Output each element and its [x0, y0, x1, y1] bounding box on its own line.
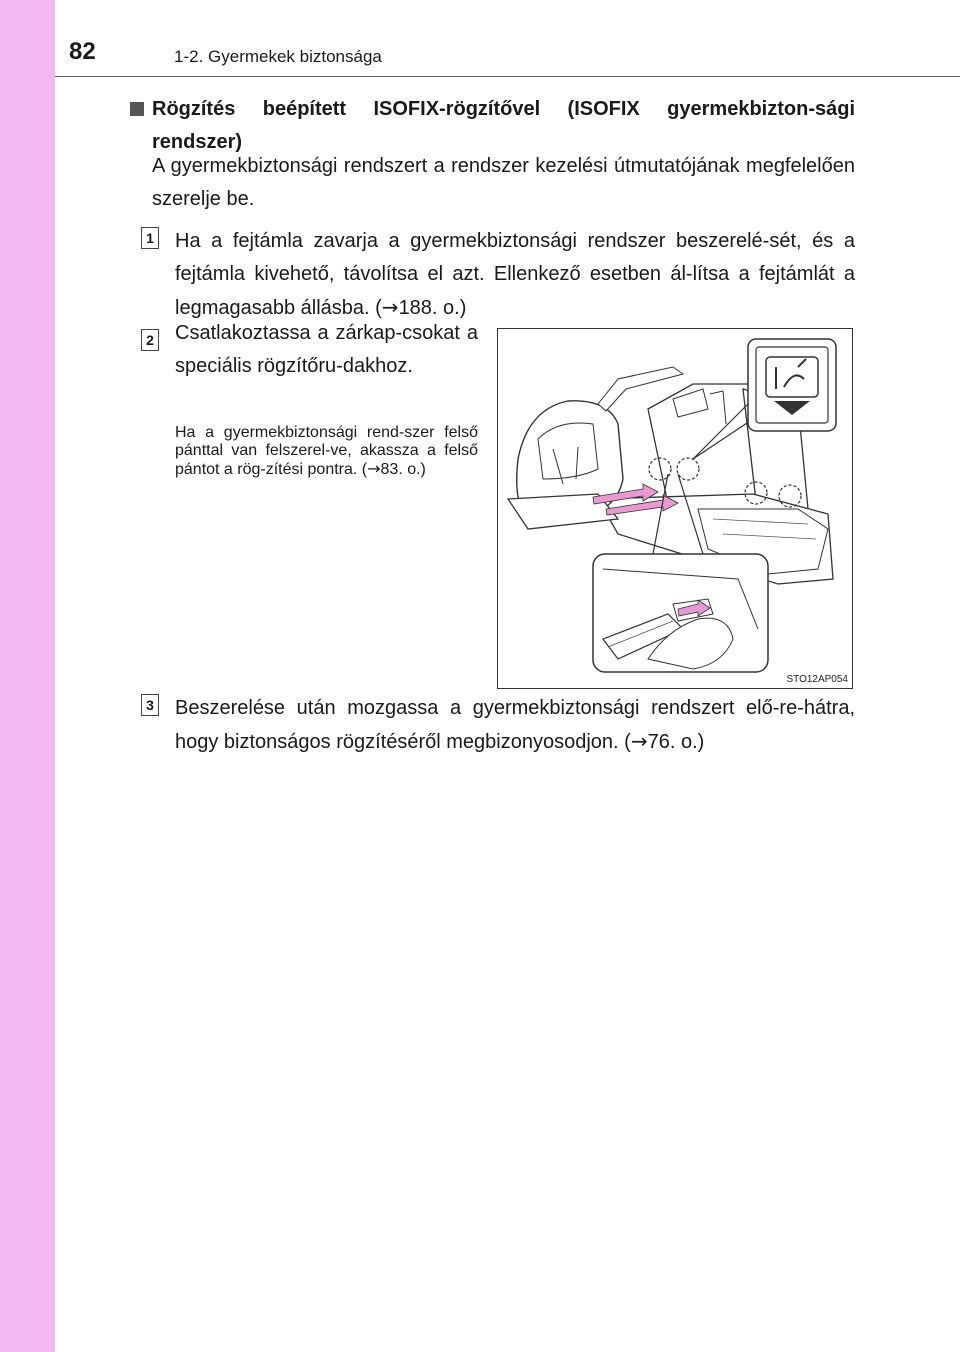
intro-paragraph: A gyermekbiztonsági rendszert a rendszer kezelési útmutatójának megfelelően szerelje be.	[152, 155, 855, 210]
step-2-text: Csatlakoztassa a zárkap-csokat a speciális rögzítőru-dakhoz.	[175, 322, 478, 377]
header-divider	[55, 76, 960, 77]
step-2-note	[175, 424, 478, 479]
side-tab	[0, 0, 55, 1352]
step-3-text-main: Beszerelése után mozgassa a gyermekbiztonsági rendszert elő-re-hátra, hogy biztonságos rögzítéséről megbizonyosodjon. (	[175, 697, 855, 753]
step-number-badge: 1	[141, 227, 159, 249]
car-seat-illustration	[498, 329, 852, 688]
chapter-title: 1-2. Gyermekek biztonsága	[174, 47, 382, 66]
step-number-badge: 3	[141, 694, 159, 716]
arrow-right-icon: →	[367, 459, 381, 478]
page-number: 82	[69, 38, 96, 65]
step-1-text	[175, 225, 855, 325]
step-3-text	[175, 692, 855, 759]
step-1-text-main: Ha a fejtámla zavarja a gyermekbiztonsági rendszer beszerelé-sét, és a fejtámla kivehető, távolítsa el azt. Ellenkező esetben ál-lítsa a fejtámlát a legmagasabb állásba. (	[175, 230, 855, 319]
isofix-installation-figure	[497, 328, 853, 689]
arrow-right-icon: →	[630, 729, 648, 753]
step-number-badge: 2	[141, 329, 159, 351]
arrow-right-icon: →	[381, 295, 399, 319]
step-3-page-ref: 76. o.)	[647, 731, 705, 753]
figure-code: STO12AP054	[786, 674, 848, 685]
step-2-note-main: Ha a gyermekbiztonsági rend-szer felső pánttal van felszerel-ve, akassza a felső pántot a rög-zítési pontra. (	[175, 424, 478, 478]
section-heading-text: Rögzítés beépített ISOFIX-rögzítővel (ISOFIX gyermekbizton-sági rendszer)	[152, 98, 855, 153]
bullet-square-icon	[130, 102, 144, 116]
step-1-page-ref: 188. o.)	[398, 297, 467, 319]
step-2-page-ref: 83. o.)	[380, 461, 426, 478]
